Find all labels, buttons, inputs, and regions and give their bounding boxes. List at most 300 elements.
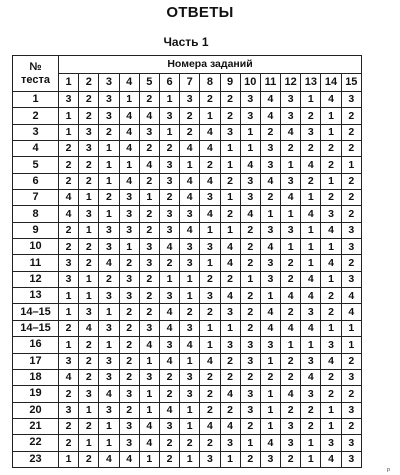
answer-cell: 2 [79, 451, 99, 467]
answer-cell: 1 [159, 92, 179, 108]
answer-cell: 1 [220, 141, 240, 157]
answer-cell: 4 [159, 353, 179, 369]
answer-cell: 1 [260, 288, 280, 304]
answer-cell: 2 [281, 255, 301, 271]
answer-cell: 2 [220, 92, 240, 108]
table-header-row [13, 56, 362, 74]
table-row [13, 173, 362, 189]
answer-cell: 4 [260, 239, 280, 255]
answer-cell: 1 [281, 206, 301, 222]
answer-cell: 2 [79, 418, 99, 434]
answer-cell: 4 [159, 304, 179, 320]
answer-cell: 2 [159, 435, 179, 451]
answer-cell: 2 [321, 190, 341, 206]
table-row [13, 320, 362, 336]
answer-cell: 3 [59, 353, 79, 369]
answer-cell: 4 [301, 369, 321, 385]
answer-cell: 1 [321, 320, 341, 336]
answer-cell: 1 [301, 190, 321, 206]
answer-cell: 2 [281, 304, 301, 320]
answer-cell: 1 [341, 320, 361, 336]
answer-cell: 2 [159, 386, 179, 402]
table-row [13, 141, 362, 157]
answer-cell: 1 [79, 271, 99, 287]
answer-cell: 1 [321, 124, 341, 140]
table-row [13, 157, 362, 173]
answer-cell: 4 [301, 288, 321, 304]
column-number: 4 [119, 74, 139, 92]
answer-cell: 2 [220, 108, 240, 124]
answer-cell: 1 [200, 255, 220, 271]
answer-cell: 4 [180, 173, 200, 189]
answer-cell: 4 [180, 190, 200, 206]
test-number: 11 [13, 255, 59, 271]
answer-cell: 2 [260, 190, 280, 206]
answer-cell: 2 [59, 222, 79, 238]
answer-cell: 2 [321, 288, 341, 304]
answer-cell: 2 [321, 386, 341, 402]
answer-cell: 1 [220, 320, 240, 336]
answer-cell: 3 [200, 451, 220, 467]
answer-cell: 2 [159, 255, 179, 271]
table-row [13, 255, 362, 271]
answer-cell: 2 [341, 255, 361, 271]
answer-cell: 3 [240, 337, 260, 353]
answer-cell: 4 [321, 353, 341, 369]
answer-cell: 1 [99, 418, 119, 434]
page-corner-mark: ᵖ [387, 466, 391, 475]
answer-cell: 2 [281, 353, 301, 369]
answer-cell: 4 [99, 451, 119, 467]
answer-cell: 3 [341, 222, 361, 238]
answer-cell: 2 [240, 222, 260, 238]
answer-cell: 1 [59, 124, 79, 140]
column-number: 1 [59, 74, 79, 92]
answer-cell: 2 [139, 304, 159, 320]
answer-cell: 1 [260, 402, 280, 418]
table-row [13, 239, 362, 255]
answer-cell: 2 [220, 173, 240, 189]
section-subtitle: Часть 1 [163, 35, 209, 49]
answer-cell: 1 [99, 435, 119, 451]
answer-cell: 4 [119, 141, 139, 157]
table-row [13, 124, 362, 140]
table-row [13, 418, 362, 434]
page-title: ОТВЕТЫ [166, 4, 234, 21]
answer-cell: 2 [240, 288, 260, 304]
answer-cell: 3 [341, 402, 361, 418]
answer-cell: 3 [240, 386, 260, 402]
answer-cell: 3 [119, 190, 139, 206]
answer-cell: 1 [59, 288, 79, 304]
answer-cell: 3 [59, 271, 79, 287]
test-number: 4 [13, 141, 59, 157]
answer-cell: 3 [260, 451, 280, 467]
answer-cell: 3 [260, 157, 280, 173]
answer-cell: 3 [159, 288, 179, 304]
answer-cell: 4 [260, 92, 280, 108]
answer-cell: 4 [220, 418, 240, 434]
answer-cell: 1 [240, 271, 260, 287]
answer-cell: 2 [200, 369, 220, 385]
answer-cell: 3 [240, 108, 260, 124]
answer-cell: 1 [180, 288, 200, 304]
answer-cell: 1 [301, 92, 321, 108]
answer-cell: 3 [99, 353, 119, 369]
answer-cell: 1 [139, 402, 159, 418]
answer-cell: 1 [119, 92, 139, 108]
answer-cell: 4 [260, 435, 280, 451]
answer-cell: 4 [159, 402, 179, 418]
answer-cell: 4 [321, 92, 341, 108]
answer-cell: 2 [139, 222, 159, 238]
answer-cell: 3 [200, 288, 220, 304]
column-number: 12 [281, 74, 301, 92]
answer-cell: 3 [119, 271, 139, 287]
answer-cell: 3 [139, 239, 159, 255]
table-row [13, 206, 362, 222]
answer-cell: 4 [119, 451, 139, 467]
answer-cell: 3 [260, 222, 280, 238]
answer-cell: 1 [220, 222, 240, 238]
answer-cell: 2 [301, 141, 321, 157]
answer-cell: 3 [240, 353, 260, 369]
answer-cell: 3 [99, 222, 119, 238]
answer-cell: 2 [59, 239, 79, 255]
answer-cell: 3 [301, 386, 321, 402]
answer-cell: 1 [321, 239, 341, 255]
answer-cell: 4 [260, 320, 280, 336]
answer-cell: 4 [260, 304, 280, 320]
table-row [13, 92, 362, 108]
column-number: 14 [321, 74, 341, 92]
answer-cell: 1 [99, 157, 119, 173]
answer-cell: 1 [99, 304, 119, 320]
column-number: 5 [139, 74, 159, 92]
answer-cell: 3 [341, 92, 361, 108]
test-number: 19 [13, 386, 59, 402]
answer-cell: 4 [180, 222, 200, 238]
answer-cell: 2 [260, 369, 280, 385]
answer-cell: 4 [281, 288, 301, 304]
answer-cell: 4 [260, 173, 280, 189]
answer-cell: 3 [79, 124, 99, 140]
answer-cell: 1 [159, 124, 179, 140]
answer-cell: 2 [341, 108, 361, 124]
answer-cell: 4 [139, 435, 159, 451]
answer-cell: 2 [240, 255, 260, 271]
answer-cell: 3 [220, 337, 240, 353]
answer-cell: 2 [119, 304, 139, 320]
answer-cell: 4 [301, 206, 321, 222]
answer-cell: 3 [139, 320, 159, 336]
answer-cell: 3 [59, 255, 79, 271]
answer-cell: 2 [119, 337, 139, 353]
answer-cell: 3 [159, 418, 179, 434]
answer-cell: 1 [321, 418, 341, 434]
answer-cell: 4 [341, 288, 361, 304]
answer-cell: 1 [99, 337, 119, 353]
answer-cell: 2 [79, 157, 99, 173]
answer-cell: 1 [301, 255, 321, 271]
answer-cell: 4 [200, 141, 220, 157]
table-row [13, 108, 362, 124]
answer-cell: 1 [59, 337, 79, 353]
answer-cell: 2 [159, 451, 179, 467]
answer-cell: 4 [200, 124, 220, 140]
answer-cell: 1 [59, 304, 79, 320]
answer-cell: 4 [99, 386, 119, 402]
test-number: 21 [13, 418, 59, 434]
answer-cell: 1 [240, 124, 260, 140]
answer-cell: 1 [139, 451, 159, 467]
answer-cell: 2 [119, 369, 139, 385]
answer-cell: 1 [321, 402, 341, 418]
answer-cell: 3 [139, 369, 159, 385]
answer-cell: 2 [200, 271, 220, 287]
answer-cell: 2 [220, 369, 240, 385]
answer-cell: 2 [281, 141, 301, 157]
column-number: 8 [200, 74, 220, 92]
test-number: 22 [13, 435, 59, 451]
answer-cell: 2 [321, 304, 341, 320]
answer-cell: 4 [180, 337, 200, 353]
answer-cell: 4 [119, 124, 139, 140]
answer-cell: 2 [180, 124, 200, 140]
answer-cell: 1 [220, 157, 240, 173]
answer-cell: 2 [139, 206, 159, 222]
answer-cell: 2 [159, 141, 179, 157]
answer-cell: 4 [180, 141, 200, 157]
answer-cell: 2 [240, 451, 260, 467]
answer-cell: 3 [79, 206, 99, 222]
answer-cell: 2 [79, 369, 99, 385]
answer-cell: 3 [59, 402, 79, 418]
answer-cell: 1 [260, 353, 280, 369]
answer-cell: 2 [79, 337, 99, 353]
test-number: 9 [13, 222, 59, 238]
answer-cell: 1 [79, 190, 99, 206]
answer-cell: 2 [200, 157, 220, 173]
answer-cell: 4 [119, 173, 139, 189]
answer-cell: 4 [220, 239, 240, 255]
answer-cell: 3 [321, 337, 341, 353]
answer-cell: 2 [180, 304, 200, 320]
test-number: 12 [13, 271, 59, 287]
answer-cell: 2 [301, 402, 321, 418]
answer-cell: 1 [159, 271, 179, 287]
test-number: 5 [13, 157, 59, 173]
answer-cell: 2 [59, 141, 79, 157]
column-number: 15 [341, 74, 361, 92]
answer-cell: 3 [139, 255, 159, 271]
test-number: 2 [13, 108, 59, 124]
answer-cell: 2 [139, 92, 159, 108]
answer-cell: 4 [59, 190, 79, 206]
answer-cell: 2 [220, 206, 240, 222]
answer-cell: 4 [139, 157, 159, 173]
answer-cell: 2 [301, 418, 321, 434]
answer-cell: 2 [321, 141, 341, 157]
answer-cell: 1 [260, 418, 280, 434]
answer-cell: 1 [341, 337, 361, 353]
answer-cell: 1 [281, 239, 301, 255]
test-number: 18 [13, 369, 59, 385]
answer-cell: 4 [139, 418, 159, 434]
answer-cell: 4 [79, 320, 99, 336]
answer-cell: 3 [159, 157, 179, 173]
test-number: 20 [13, 402, 59, 418]
answer-cell: 1 [301, 435, 321, 451]
answer-cell: 1 [220, 190, 240, 206]
answer-cell: 1 [200, 222, 220, 238]
answer-cell: 1 [200, 337, 220, 353]
answer-cell: 3 [119, 386, 139, 402]
test-number: 13 [13, 288, 59, 304]
answer-cell: 3 [180, 239, 200, 255]
answer-cell: 1 [139, 353, 159, 369]
answer-cell: 4 [321, 222, 341, 238]
table-row [13, 304, 362, 320]
answer-cell: 2 [220, 402, 240, 418]
answer-cell: 2 [281, 451, 301, 467]
answer-cell: 3 [159, 108, 179, 124]
answer-cell: 3 [220, 304, 240, 320]
answer-cell: 4 [301, 320, 321, 336]
answer-cell: 2 [180, 435, 200, 451]
answer-cell: 2 [180, 108, 200, 124]
test-number: 14–15 [13, 304, 59, 320]
answer-cell: 3 [341, 369, 361, 385]
answer-cell: 2 [200, 435, 220, 451]
test-number: 23 [13, 451, 59, 467]
table-row [13, 369, 362, 385]
answer-cell: 2 [341, 124, 361, 140]
table-row [13, 222, 362, 238]
answer-cell: 3 [99, 92, 119, 108]
answer-cell: 4 [220, 386, 240, 402]
answer-cell: 3 [180, 206, 200, 222]
answer-cell: 1 [200, 320, 220, 336]
test-number: 6 [13, 173, 59, 189]
answer-cell: 3 [59, 92, 79, 108]
answer-cell: 3 [281, 418, 301, 434]
answer-cell: 2 [301, 173, 321, 189]
test-number-header [13, 56, 59, 92]
answer-cell: 3 [240, 190, 260, 206]
answer-cell: 3 [240, 173, 260, 189]
answer-cell: 3 [119, 222, 139, 238]
answer-cell: 2 [119, 402, 139, 418]
answer-cell: 4 [200, 206, 220, 222]
answer-cell: 3 [79, 304, 99, 320]
answer-cell: 2 [341, 173, 361, 189]
answer-cell: 2 [139, 271, 159, 287]
answer-cell: 2 [59, 173, 79, 189]
answer-cell: 2 [200, 92, 220, 108]
answer-cell: 4 [301, 271, 321, 287]
answer-cell: 3 [180, 369, 200, 385]
answer-cell: 3 [79, 386, 99, 402]
answer-cell: 2 [99, 124, 119, 140]
answer-cell: 4 [200, 418, 220, 434]
answer-cell: 3 [220, 124, 240, 140]
table-row [13, 386, 362, 402]
answer-cell: 3 [260, 337, 280, 353]
table-body [13, 92, 362, 468]
answer-cell: 3 [180, 386, 200, 402]
answer-cell: 1 [79, 222, 99, 238]
answer-cell: 1 [301, 451, 321, 467]
answer-cell: 3 [159, 337, 179, 353]
answer-cell: 3 [99, 402, 119, 418]
answer-cell: 2 [341, 353, 361, 369]
answer-cell: 3 [119, 418, 139, 434]
answer-cell: 4 [99, 255, 119, 271]
answer-cell: 1 [180, 451, 200, 467]
answer-cell: 4 [281, 190, 301, 206]
answer-cell: 4 [220, 255, 240, 271]
answer-cell: 2 [240, 369, 260, 385]
answer-cell: 1 [341, 157, 361, 173]
answer-cell: 3 [321, 435, 341, 451]
answer-cell: 3 [99, 288, 119, 304]
answer-cell: 3 [281, 173, 301, 189]
table-row [13, 271, 362, 287]
answer-cell: 2 [79, 92, 99, 108]
answer-cell: 3 [341, 271, 361, 287]
table-row [13, 337, 362, 353]
answer-cell: 3 [341, 451, 361, 467]
answer-cell: 2 [99, 190, 119, 206]
answer-cell: 2 [240, 239, 260, 255]
answer-cell: 3 [220, 435, 240, 451]
answer-cell: 3 [301, 304, 321, 320]
answer-cell: 2 [119, 353, 139, 369]
test-number: 7 [13, 190, 59, 206]
answer-cell: 3 [321, 206, 341, 222]
answer-cell: 1 [79, 288, 99, 304]
answer-cell: 1 [99, 141, 119, 157]
answer-cell: 1 [99, 206, 119, 222]
answer-cell: 1 [220, 451, 240, 467]
answer-cell: 1 [240, 141, 260, 157]
answer-cell: 3 [260, 271, 280, 287]
answer-cell: 2 [200, 386, 220, 402]
answer-cell: 4 [119, 108, 139, 124]
table-row [13, 451, 362, 467]
answer-cell: 1 [281, 157, 301, 173]
answer-cell: 3 [180, 255, 200, 271]
answer-cell: 3 [281, 435, 301, 451]
answer-cell: 4 [301, 157, 321, 173]
answer-cell: 2 [119, 320, 139, 336]
answer-cell: 3 [99, 320, 119, 336]
answer-cell: 2 [79, 239, 99, 255]
answer-cell: 4 [139, 108, 159, 124]
answer-cell: 4 [200, 173, 220, 189]
answer-cell: 1 [301, 222, 321, 238]
answer-cell: 1 [139, 190, 159, 206]
answer-cell: 2 [59, 386, 79, 402]
answer-cell: 1 [260, 386, 280, 402]
table-row [13, 288, 362, 304]
test-number: 3 [13, 124, 59, 140]
test-number: 1 [13, 92, 59, 108]
answer-cell: 3 [119, 288, 139, 304]
answer-cell: 3 [240, 402, 260, 418]
answer-cell: 2 [79, 108, 99, 124]
